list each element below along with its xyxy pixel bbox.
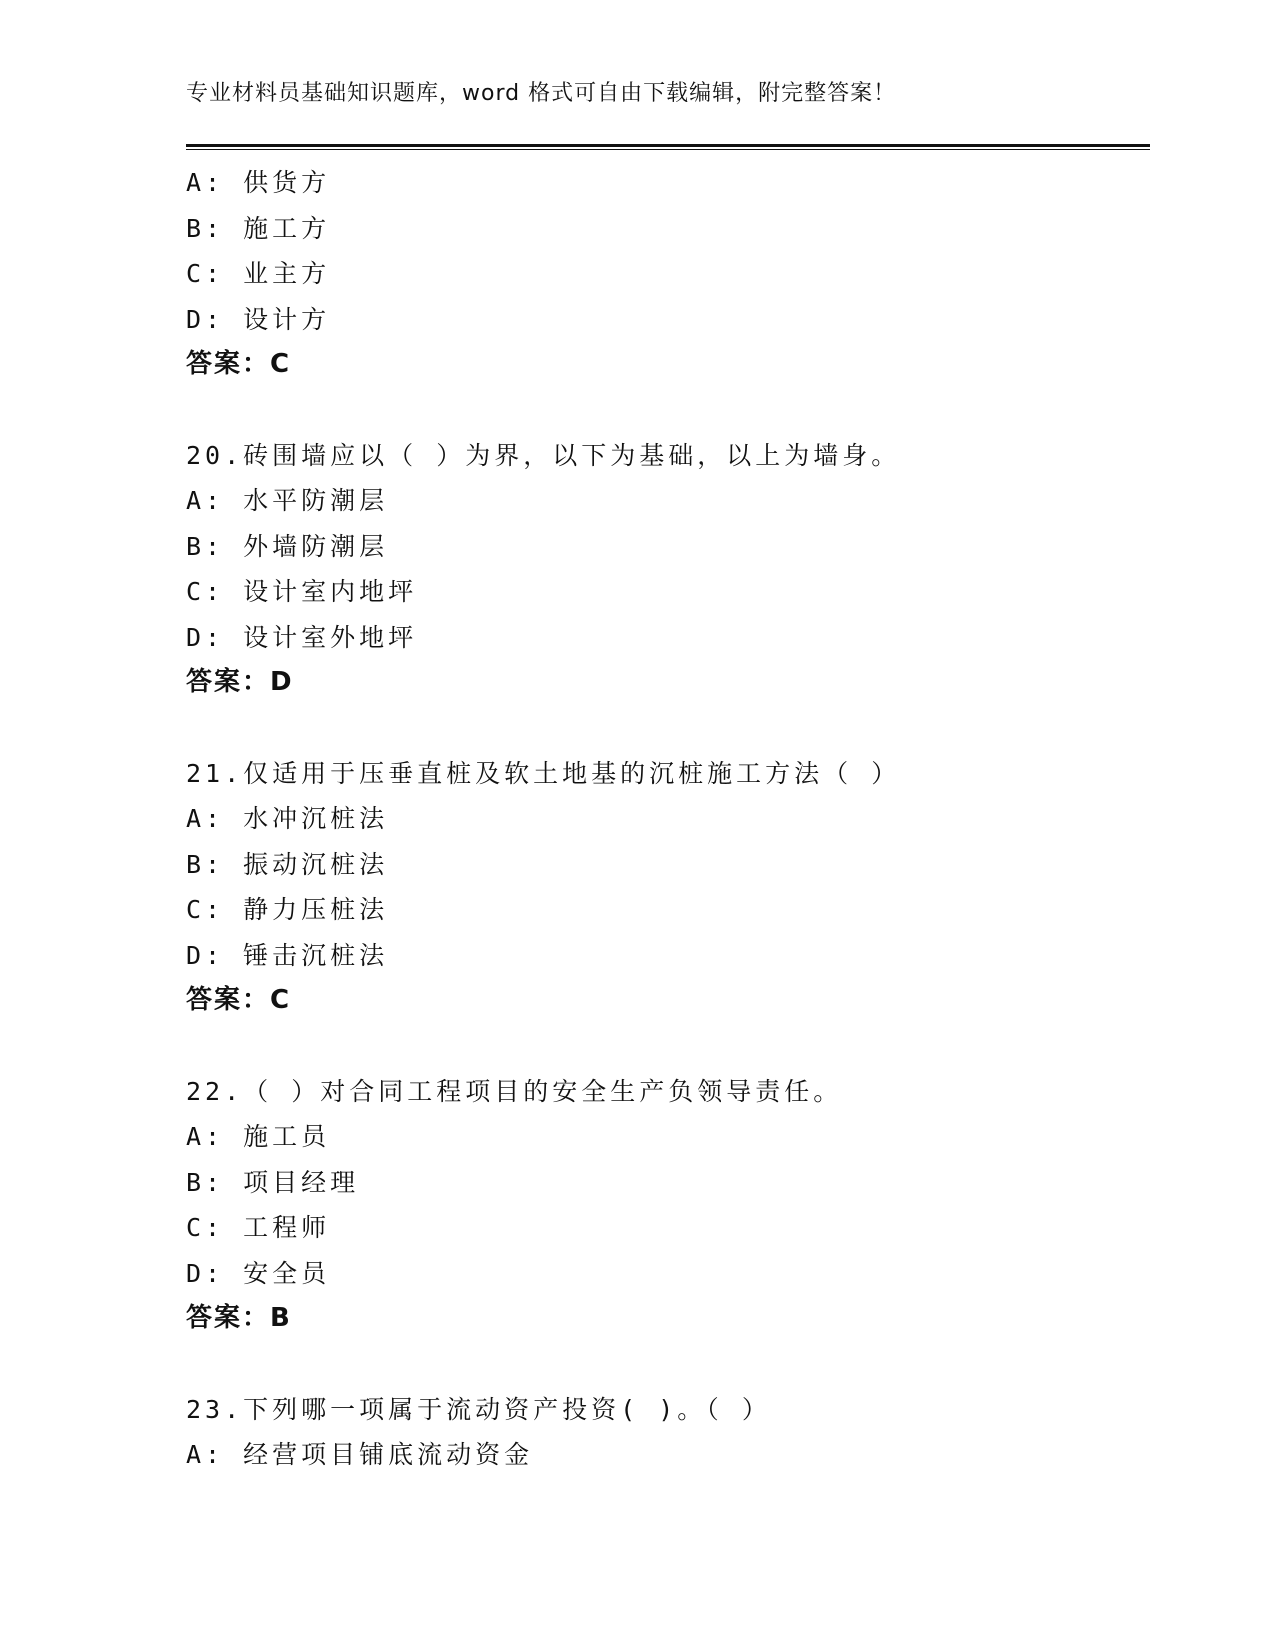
option-a: A: 水平防潮层 (186, 486, 389, 515)
spacer (186, 706, 1150, 751)
option-c: C: 工程师 (186, 1213, 331, 1242)
option-d: D: 设计室外地坪 (186, 622, 418, 652)
question-block (186, 433, 1150, 706)
spacer (186, 388, 1150, 433)
option-c: C: 业主方 (186, 259, 331, 288)
header-rule-thin (186, 149, 1150, 150)
question-list (186, 160, 1150, 1478)
answer-line: 答案：C (186, 985, 292, 1015)
question-text: 21.仅适用于压垂直桩及软土地基的沉桩施工方法（ ） (186, 758, 901, 788)
option-b: B: 项目经理 (186, 1167, 360, 1197)
option-d: D: 锤击沉桩法 (186, 940, 389, 970)
page-header: 专业材料员基础知识题库，word 格式可自由下载编辑，附完整答案！ (186, 81, 897, 106)
option-b: B: 施工方 (186, 213, 331, 243)
question-block (186, 751, 1150, 1024)
spacer (186, 1024, 1150, 1069)
option-d: D: 安全员 (186, 1258, 331, 1288)
question-block (186, 1387, 1150, 1478)
header-rule-thick (186, 144, 1150, 147)
question-block (186, 1069, 1150, 1342)
option-a: A: 供货方 (186, 168, 331, 197)
option-a: A: 经营项目铺底流动资金 (186, 1440, 534, 1469)
spacer (186, 1342, 1150, 1387)
option-d: D: 设计方 (186, 304, 331, 334)
option-a: A: 施工员 (186, 1122, 331, 1151)
question-text: 22.（ ）对合同工程项目的安全生产负领导责任。 (186, 1076, 843, 1106)
answer-line: 答案：B (186, 1303, 292, 1333)
answer-line: 答案：C (186, 349, 292, 379)
question-text: 23.下列哪一项属于流动资产投资( )。（ ） (186, 1394, 771, 1424)
question-block (186, 160, 1150, 388)
option-c: C: 静力压桩法 (186, 895, 389, 924)
option-a: A: 水冲沉桩法 (186, 804, 389, 833)
option-b: B: 振动沉桩法 (186, 849, 389, 879)
option-b: B: 外墙防潮层 (186, 531, 389, 561)
answer-line: 答案：D (186, 667, 294, 697)
option-c: C: 设计室内地坪 (186, 577, 418, 606)
question-text: 20.砖围墙应以（ ）为界，以下为基础，以上为墙身。 (186, 440, 901, 470)
